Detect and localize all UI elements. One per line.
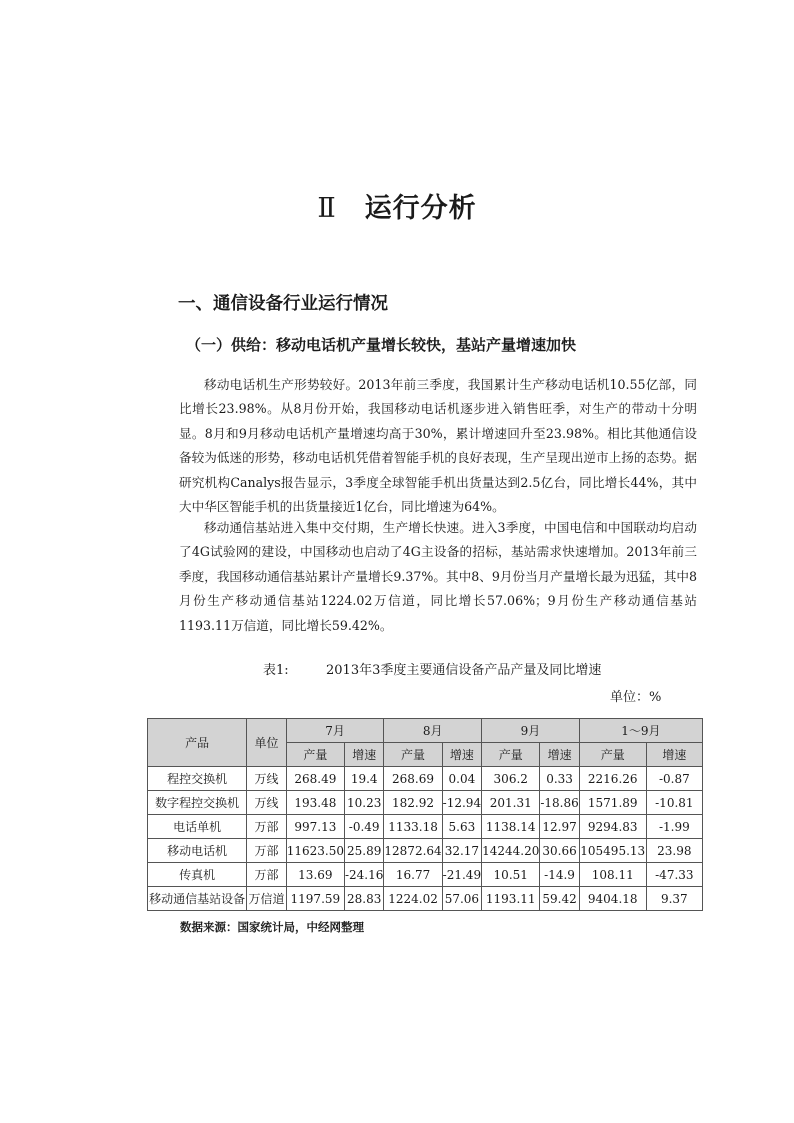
chapter-heading (0, 186, 794, 225)
cell-value: 59.42 (540, 887, 579, 911)
cell-product: 移动通信基站设备 (148, 887, 247, 911)
cell-value: 108.11 (579, 863, 646, 887)
table-row (148, 791, 703, 815)
cell-value: 193.48 (286, 791, 344, 815)
table-title: 2013年3季度主要通信设备产品产量及同比增速 (326, 663, 602, 678)
chapter-number: Ⅱ (317, 193, 337, 224)
cell-value: 12872.64 (384, 839, 442, 863)
header-growth: 增速 (442, 743, 481, 767)
table-row (148, 863, 703, 887)
cell-unit: 万部 (247, 815, 286, 839)
cell-value: 28.83 (344, 887, 383, 911)
header-month: 7月 (286, 719, 384, 743)
header-output: 产量 (384, 743, 442, 767)
cell-value: 1197.59 (286, 887, 344, 911)
chapter-title: 运行分析 (364, 193, 477, 224)
cell-value: 306.2 (482, 767, 540, 791)
header-growth: 增速 (344, 743, 383, 767)
cell-product: 数字程控交换机 (148, 791, 247, 815)
cell-unit: 万信道 (247, 887, 286, 911)
cell-value: 9.37 (646, 887, 702, 911)
cell-value: 11623.50 (286, 839, 344, 863)
cell-unit: 万部 (247, 839, 286, 863)
table-row (148, 887, 703, 911)
cell-value: 201.31 (482, 791, 540, 815)
data-source-note: 数据来源：国家统计局，中经网整理 (180, 920, 364, 934)
cell-value: -10.81 (646, 791, 702, 815)
cell-unit: 万线 (247, 791, 286, 815)
cell-value: -21.49 (442, 863, 481, 887)
cell-value: 1224.02 (384, 887, 442, 911)
cell-value: -24.16 (344, 863, 383, 887)
header-month: 8月 (384, 719, 482, 743)
header-month: 1～9月 (579, 719, 702, 743)
cell-value: 14244.20 (482, 839, 540, 863)
cell-value: 997.13 (286, 815, 344, 839)
cell-value: -0.87 (646, 767, 702, 791)
cell-value: 0.33 (540, 767, 579, 791)
table-row (148, 839, 703, 863)
header-growth: 增速 (540, 743, 579, 767)
cell-value: 32.17 (442, 839, 481, 863)
paragraph-1: 移动电话机生产形势较好。2013年前三季度，我国累计生产移动电话机10.55亿部，同比增长23.98%。从8月份开始，我国移动电话机逐步进入销售旺季，对生产的带动十分明显。8月和9月移动电话机产量增速均高于30%，累计增速回升至23.98%。相比其他通信设备较为低迷的形势，移动电话机凭借着智能手机的良好表现，生产呈现出逆市上扬的态势。据研究机构Canalys报告显示，3季度全球智能手机出货量达到2.5亿台，同比增长44%，其中大中华区智能手机的出货量接近1亿台，同比增速为64%。 (179, 377, 697, 515)
header-output: 产量 (286, 743, 344, 767)
cell-product: 电话单机 (148, 815, 247, 839)
cell-value: 30.66 (540, 839, 579, 863)
cell-unit: 万部 (247, 863, 286, 887)
header-growth: 增速 (646, 743, 702, 767)
cell-value: 16.77 (384, 863, 442, 887)
cell-value: 1138.14 (482, 815, 540, 839)
cell-value: 23.98 (646, 839, 702, 863)
cell-value: 0.04 (442, 767, 481, 791)
cell-unit: 万线 (247, 767, 286, 791)
cell-value: -47.33 (646, 863, 702, 887)
cell-value: 10.23 (344, 791, 383, 815)
cell-value: -12.94 (442, 791, 481, 815)
paragraph-2: 移动通信基站进入集中交付期，生产增长快速。进入3季度，中国电信和中国联动均启动了4G试验网的建设，中国移动也启动了4G主设备的招标，基站需求快速增加。2013年前三季度，我国移动通信基站累计产量增长9.37%。其中8、9月份当月产量增长最为迅猛，其中8月份生产移动通信基站1224.02万信道，同比增长57.06%；9月份生产移动通信基站1193.11万信道，同比增长59.42%。 (179, 520, 697, 633)
header-output: 产量 (482, 743, 540, 767)
cell-value: 1193.11 (482, 887, 540, 911)
header-month: 9月 (482, 719, 580, 743)
cell-value: 182.92 (384, 791, 442, 815)
cell-value: -0.49 (344, 815, 383, 839)
cell-product: 移动电话机 (148, 839, 247, 863)
cell-product: 传真机 (148, 863, 247, 887)
cell-value: 57.06 (442, 887, 481, 911)
cell-value: 268.49 (286, 767, 344, 791)
header-output: 产量 (579, 743, 646, 767)
cell-value: 1133.18 (384, 815, 442, 839)
table-row (148, 815, 703, 839)
production-table (147, 718, 703, 911)
cell-value: 105495.13 (579, 839, 646, 863)
cell-value: 5.63 (442, 815, 481, 839)
table-header-row-1 (148, 719, 703, 743)
cell-value: 2216.26 (579, 767, 646, 791)
cell-value: 9294.83 (579, 815, 646, 839)
cell-value: 19.4 (344, 767, 383, 791)
cell-value: 13.69 (286, 863, 344, 887)
cell-value: -18.86 (540, 791, 579, 815)
cell-value: 9404.18 (579, 887, 646, 911)
subsection-title: （一）供给：移动电话机产量增长较快，基站产量增速加快 (186, 336, 577, 354)
table-label: 表1: (263, 663, 289, 678)
cell-value: -14.9 (540, 863, 579, 887)
cell-value: 25.89 (344, 839, 383, 863)
cell-value: 10.51 (482, 863, 540, 887)
header-unit: 单位 (247, 719, 286, 767)
header-product: 产品 (148, 719, 247, 767)
cell-value: 1571.89 (579, 791, 646, 815)
table-row (148, 767, 703, 791)
cell-product: 程控交换机 (148, 767, 247, 791)
table-unit-note: 单位：% (610, 690, 662, 705)
section-title: 一、通信设备行业运行情况 (178, 294, 388, 314)
cell-value: 268.69 (384, 767, 442, 791)
cell-value: -1.99 (646, 815, 702, 839)
cell-value: 12.97 (540, 815, 579, 839)
